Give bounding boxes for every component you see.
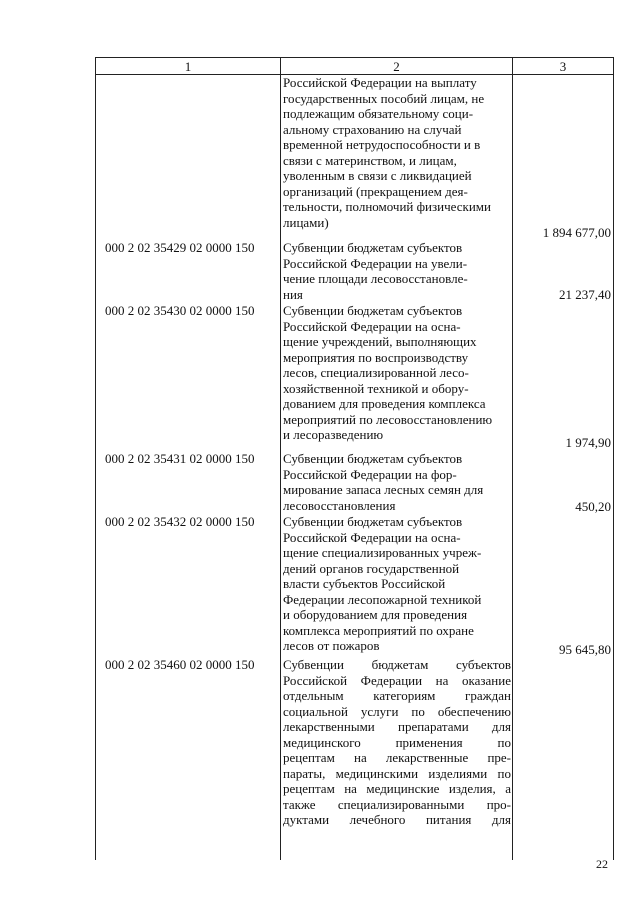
description-line: чение площади лесовосстановле- (283, 271, 468, 286)
amount-cell: 450,20 (575, 499, 611, 514)
description-line: государственных пособий лицам, не (283, 90, 485, 106)
description-line: мероприятия по воспроизводству (283, 349, 469, 365)
description-line: щение специализированных учреж- (283, 545, 482, 560)
description-line: социальной услуги по обеспечению (283, 703, 511, 719)
description-cell (283, 303, 511, 443)
description-line: дованием для проведения комплекса (283, 396, 486, 411)
code-cell: 000 2 02 35460 02 0000 150 (105, 657, 255, 672)
column-divider (512, 58, 513, 860)
description-line: Российской Федерации на увели- (283, 255, 468, 271)
column-header-3: 3 (559, 59, 567, 74)
description-line: щение учреждений, выполняющих (283, 334, 477, 349)
description-line: и оборудованием для проведения (283, 607, 468, 622)
description-line: и лесоразведению (283, 427, 384, 442)
description-line: лесовосстановления (283, 497, 396, 513)
description-line: медицинского применения по (283, 734, 511, 750)
description-line: лекарственными препаратами для (283, 719, 511, 734)
description-line: тельности, полномочий физическими (283, 199, 491, 214)
page-number: 22 (596, 857, 608, 871)
description-line: отдельным категориям граждан (283, 688, 511, 703)
description-line: лесов, специализированной лесо- (283, 365, 469, 380)
description-line: ния (283, 286, 303, 302)
description-line: также специализированными про- (283, 796, 511, 812)
description-cell (283, 451, 511, 513)
description-line: мероприятий по лесовосстановлению (283, 411, 493, 427)
code-cell: 000 2 02 35430 02 0000 150 (105, 303, 255, 318)
description-cell (283, 514, 511, 654)
description-line: власти субъектов Российской (283, 576, 446, 591)
description-line: Субвенции бюджетам субъектов (283, 451, 463, 466)
code-cell: 000 2 02 35429 02 0000 150 (105, 240, 255, 255)
description-line: лесов от пожаров (283, 638, 380, 653)
description-line: Федерации лесопожарной техникой (283, 591, 482, 607)
description-line: параты, медицинскими изделиями по (283, 765, 511, 781)
description-line: Субвенции бюджетам субъектов (283, 303, 463, 318)
description-line: Субвенции бюджетам субъектов (283, 657, 511, 672)
continuation-description (283, 75, 511, 230)
description-line: организаций (прекращением дея- (283, 183, 468, 199)
amount-cell: 1 974,90 (565, 435, 611, 450)
description-line: Российской Федерации на оказание (283, 672, 511, 688)
description-line: мирование запаса лесных семян для (283, 482, 484, 497)
description-line: уволенным в связи с ликвидацией (283, 168, 472, 183)
amount-cell: 95 645,80 (559, 642, 611, 657)
column-header-2: 2 (393, 59, 400, 74)
description-line: дуктами лечебного питания для (283, 812, 511, 827)
description-line: рецептам на медицинские изделия, а (283, 781, 511, 796)
description-line: Российской Федерации на осна- (283, 318, 461, 334)
budget-table (95, 57, 614, 860)
description-line: связи с материнством, и лицам, (283, 152, 457, 168)
description-line: комплекса мероприятий по охране (283, 622, 474, 638)
description-line: Российской Федерации на фор- (283, 466, 457, 482)
description-line: Субвенции бюджетам субъектов (283, 240, 463, 255)
description-line: хозяйственной техникой и обору- (283, 380, 469, 396)
description-line: Российской Федерации на выплату (283, 75, 477, 90)
column-header-1: 1 (184, 59, 192, 74)
description-line: альному страхованию на случай (283, 121, 462, 137)
column-divider (280, 58, 281, 860)
code-cell: 000 2 02 35432 02 0000 150 (105, 514, 255, 529)
description-cell (283, 240, 511, 302)
description-line: подлежащим обязательному соци- (283, 106, 474, 121)
description-line: Субвенции бюджетам субъектов (283, 514, 463, 529)
code-cell: 000 2 02 35431 02 0000 150 (105, 451, 255, 466)
description-cell (283, 657, 511, 828)
amount-cell: 21 237,40 (559, 287, 611, 302)
amount-cell: 1 894 677,00 (542, 225, 611, 240)
description-line: лицами) (283, 214, 329, 230)
description-line: рецептам на лекарственные пре- (283, 750, 511, 765)
description-line: временной нетрудоспособности и в (283, 137, 481, 152)
description-line: Российской Федерации на осна- (283, 529, 461, 545)
description-line: дений органов государственной (283, 560, 460, 576)
